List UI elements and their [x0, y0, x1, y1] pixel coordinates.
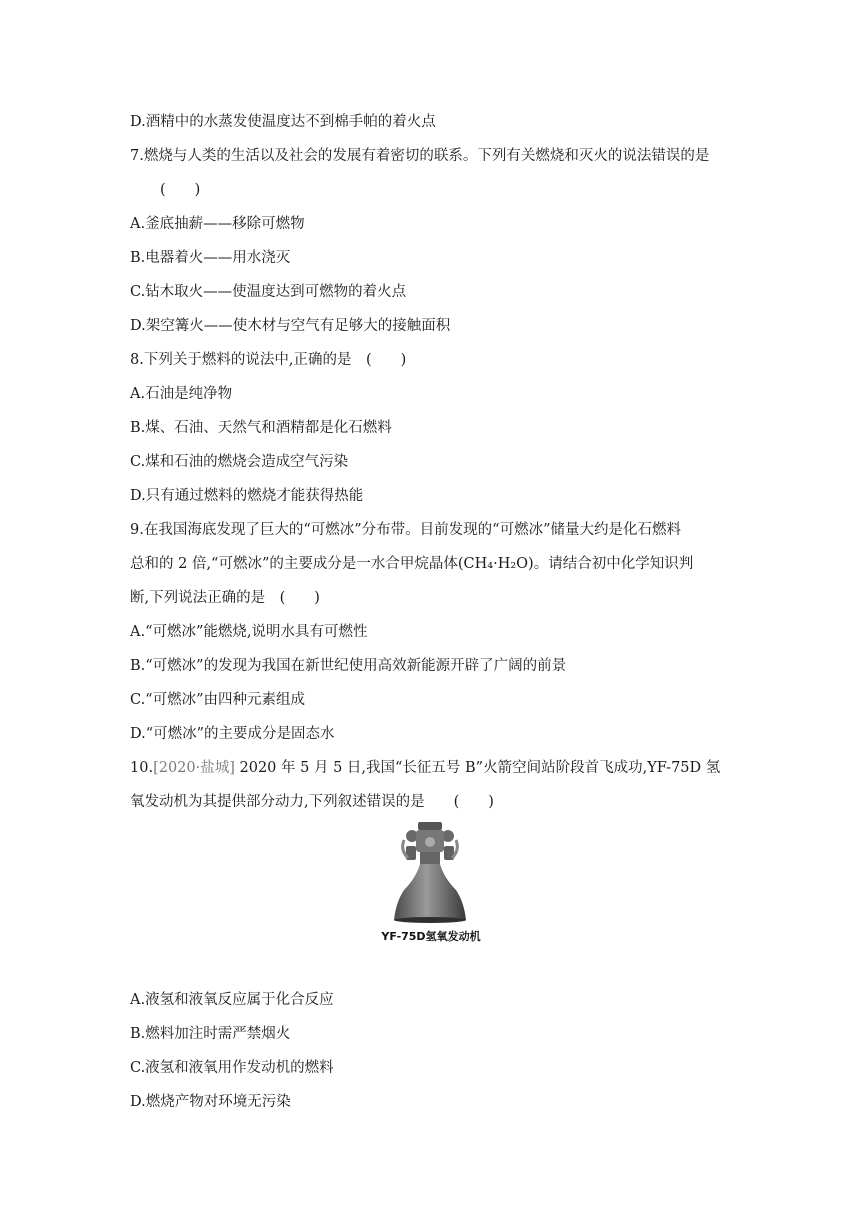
option-9-c: C.“可燃冰”由四种元素组成 — [130, 692, 306, 708]
question-10-stem-2: 氧发动机为其提供部分动力,下列叙述错误的是 ( ) — [130, 794, 494, 810]
option-7-c: C.钻木取火——使温度达到可燃物的着火点 — [130, 284, 407, 300]
option-9-b: B.“可燃冰”的发现为我国在新世纪使用高效新能源开辟了广阔的前景 — [130, 658, 567, 674]
question-8-stem: 8.下列关于燃料的说法中,正确的是 ( ) — [130, 352, 407, 368]
figure-caption: YF-75D氢氧发动机 — [381, 930, 481, 943]
option-7-b: B.电器着火——用水浇灭 — [130, 250, 291, 266]
question-9-stem-3: 断,下列说法正确的是 ( ) — [130, 590, 320, 606]
question-10-stem-1: 10.[2020·盐城] 2020 年 5 月 5 日,我国“长征五号 B”火箭空间站阶段首飞成功,YF-75D 氢 — [130, 760, 721, 776]
option-9-d: D.“可燃冰”的主要成分是固态水 — [130, 726, 335, 742]
option-8-d: D.只有通过燃料的燃烧才能获得热能 — [130, 488, 364, 504]
question-9-stem-2: 总和的 2 倍,“可燃冰”的主要成分是一水合甲烷晶体(CH₄·H₂O)。请结合初中化学知识判 — [130, 556, 694, 572]
option-8-a: A.石油是纯净物 — [130, 386, 233, 402]
line-q6-d: D.酒精中的水蒸发使温度达不到棉手帕的着火点 — [130, 114, 436, 130]
option-8-c: C.煤和石油的燃烧会造成空气污染 — [130, 454, 349, 470]
option-9-a: A.“可燃冰”能燃烧,说明水具有可燃性 — [130, 624, 368, 640]
option-7-a: A.釜底抽薪——移除可燃物 — [130, 216, 305, 232]
option-10-a: A.液氢和液氧反应属于化合反应 — [130, 992, 334, 1008]
question-9-stem-1: 9.在我国海底发现了巨大的“可燃冰”分布带。目前发现的“可燃冰”储量大约是化石燃料 — [130, 522, 681, 538]
question-source-tag: [2020·盐城] — [153, 760, 235, 776]
question-7-stem: 7.燃烧与人类的生活以及社会的发展有着密切的联系。下列有关燃烧和灭火的说法错误的是 — [130, 148, 710, 164]
option-10-b: B.燃料加注时需严禁烟火 — [130, 1026, 291, 1042]
question-7-blank: ( ) — [160, 182, 201, 198]
option-10-c: C.液氢和液氧用作发动机的燃料 — [130, 1060, 334, 1076]
option-7-d: D.架空篝火——使木材与空气有足够大的接触面积 — [130, 318, 451, 334]
option-10-d: D.燃烧产物对环境无污染 — [130, 1094, 291, 1110]
option-8-b: B.煤、石油、天然气和酒精都是化石燃料 — [130, 420, 392, 436]
